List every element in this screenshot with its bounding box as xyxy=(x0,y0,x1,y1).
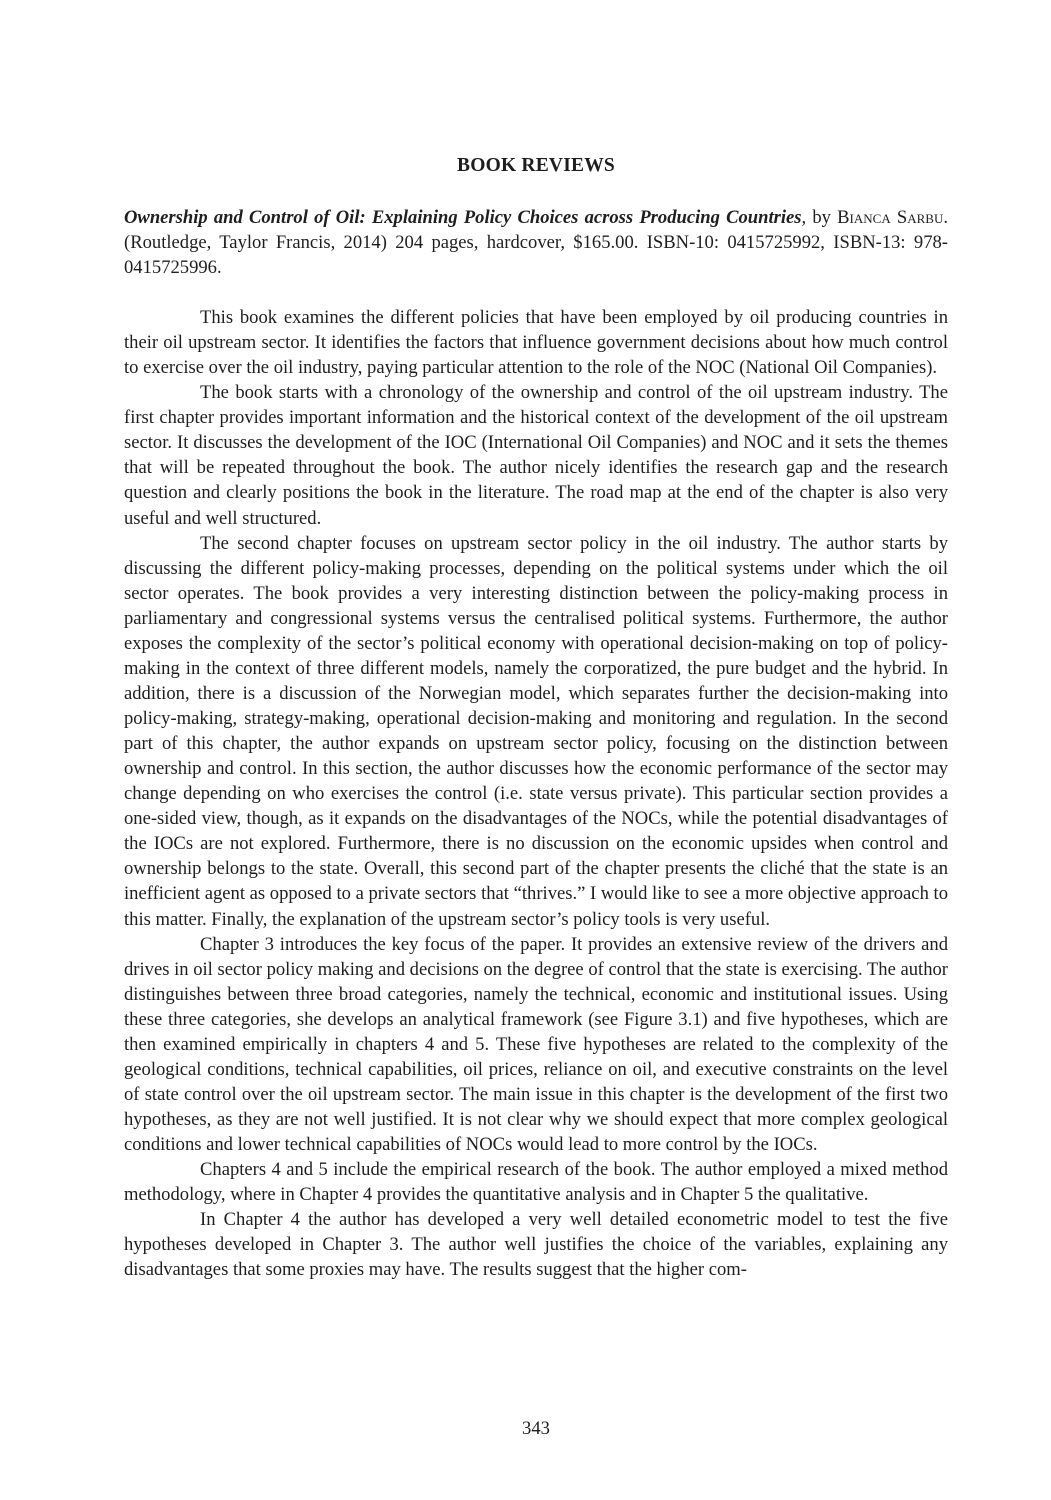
paragraph-5: Chapters 4 and 5 include the empirical research of the book. The author employed a mixed method methodology, where in Chapter 4 provides the quantitative analysis and in Chapter 5 the qualitative. xyxy=(124,1159,948,1206)
paragraph-1: This book examines the different policies that have been employed by oil producing countries in their oil upstream sector. It identifies the factors that influence government decisions about how much control to exercise over the oil industry, paying particular attention to the role of the NOC (National Oil Companies). xyxy=(124,307,948,379)
section-heading: BOOK REVIEWS xyxy=(457,155,615,176)
book-title: Ownership and Control of Oil: Explaining Policy Choices across Producing Countries xyxy=(124,207,802,228)
page-number: 343 xyxy=(522,1418,550,1439)
page xyxy=(124,0,948,1500)
book-citation xyxy=(124,205,948,281)
paragraph-2: The book starts with a chronology of the ownership and control of the oil upstream industry. The first chapter provides important information and the historical context of the development of the oil upstream sector. It discusses the development of the IOC (International Oil Companies) and NOC and it sets the themes that will be repeated throughout the book. The author nicely identifies the research gap and the research question and clearly positions the book in the literature. The road map at the end of the chapter is also very useful and well structured. xyxy=(124,382,948,529)
paragraph-3: The second chapter focuses on upstream sector policy in the oil industry. The author starts by discussing the different policy-making processes, depending on the political systems under which the oil sector operates. The book provides a very interesting distinction between the policy-making process in parliamentary and congressional systems versus the centralised political systems. Furthermore, the author exposes the complexity of the sector’s political economy with operational decision-making on top of policy-making in the context of three different models, namely the corporatized, the pure budget and the hybrid. In addition, there is a discussion of the Norwegian model, which separates further the decision-making into policy-making, strategy-making, operational decision-making and monitoring and regulation. In the second part of this chapter, the author expands on upstream sector policy, focusing on the distinction between ownership and control. In this section, the author discusses how the economic performance of the sector may change depending on who exercises the control (i.e. state versus private). This particular section provides a one-sided view, though, as it expands on the disadvantages of the NOCs, while the potential disadvantages of the IOCs are not explored. Furthermore, there is no discussion on the economic upsides when control and ownership belongs to the state. Overall, this second part of the chapter presents the cliché that the state is an inefficient agent as opposed to a private sectors that “thrives.” I would like to see a more objective approach to this matter. Finally, the explanation of the upstream sector’s policy tools is very useful. xyxy=(124,532,948,930)
by-label: , by xyxy=(801,207,831,228)
paragraph-4: Chapter 3 introduces the key focus of the paper. It provides an extensive review of the drivers and drives in oil sector policy making and decisions on the degree of control that the state is exercising. The author distinguishes between three broad categories, namely the technical, economic and institutional issues. Using these three categories, she develops an analytical framework (see Figure 3.1) and five hypotheses, which are then examined empirically in chapters 4 and 5. These five hypotheses are related to the complexity of the geological conditions, technical capabilities, oil prices, reliance on oil, and executive constraints on the level of state control over the oil upstream sector. The main issue in this chapter is the development of the first two hypotheses, as they are not well justified. It is not clear why we should expect that more complex geological conditions and lower technical capabilities of NOCs would lead to more control by the IOCs. xyxy=(124,933,948,1156)
book-author: Bianca Sarbu xyxy=(837,207,944,228)
review-body xyxy=(124,305,948,1282)
paragraph-6: In Chapter 4 the author has developed a very well detailed econometric model to test the five hypotheses developed in Chapter 3. The author well justifies the choice of the variables, explaining any disadvantages that some proxies may have. The results suggest that the higher com- xyxy=(124,1209,948,1281)
publication-details: . (Routledge, Taylor Francis, 2014) 204 pages, hardcover, $165.00. ISBN-10: 0415725992, ISBN-13: 978-0415725996. xyxy=(124,207,948,279)
